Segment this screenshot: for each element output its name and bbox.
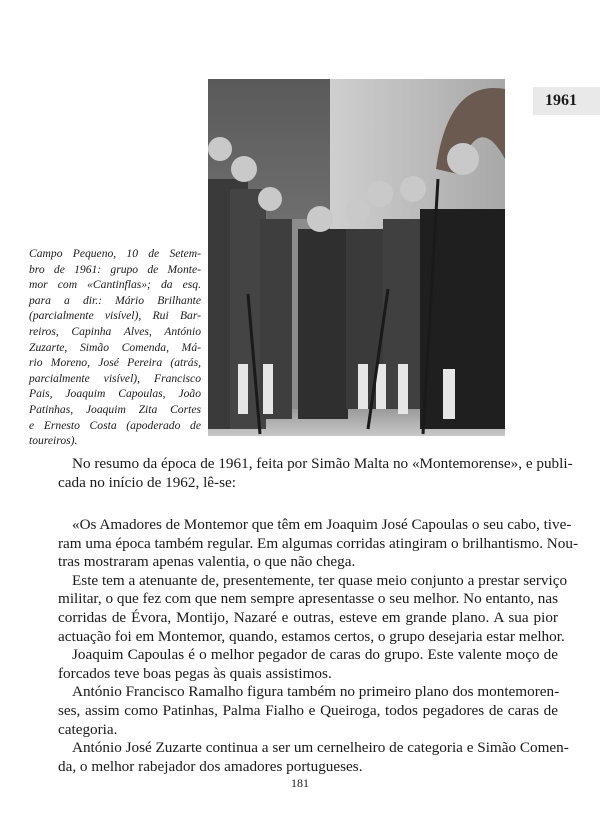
caption-line: (parcialmente visível), Rui Bar-	[29, 309, 201, 323]
caption-line: Patinhas, Joaquim Zita Cortes	[29, 402, 201, 416]
caption-line: Campo Pequeno, 10 de Setem-	[29, 247, 201, 260]
text-line: militar, o que fez com que nem sempre apresentasse o seu melhor. No entanto, nas	[58, 590, 558, 608]
text-line: «Os Amadores de Montemor que têm em Joaquim José Capoulas o seu cabo, tive-	[72, 516, 572, 533]
intro-paragraph	[58, 455, 573, 492]
caption-line: Zuzarte, Simão Comenda, Má-	[29, 340, 201, 354]
caption-line: Pais, Joaquim Capoulas, João	[29, 387, 201, 401]
caption-line: para a dir.: Mário Brilhante	[29, 293, 201, 307]
page-number: 181	[291, 776, 309, 790]
text-line: da, o melhor rabejador dos amadores portugueses.	[58, 757, 363, 775]
text-line: António Francisco Ramalho figura também no primeiro plano dos montemoren-	[72, 683, 560, 701]
caption-line: parcialmente visível), Francisco	[29, 371, 201, 385]
photo-caption	[29, 246, 201, 449]
text-line: categoria.	[58, 720, 118, 738]
text-line: António José Zuzarte continua a ser um cernelheiro de categoria e Simão Comen-	[72, 739, 569, 757]
text-line: Joaquim Capoulas é o melhor pegador de caras do grupo. Este valente moço de	[72, 646, 558, 664]
quoted-passage	[58, 516, 579, 776]
caption-line: mor com «Cantinflas»; da esq.	[29, 278, 201, 292]
caption-line: toureiros).	[29, 434, 78, 448]
caption-line: rio Moreno, José Pereira (atrás,	[29, 356, 201, 370]
text-line: cada no início de 1962, lê-se:	[58, 473, 236, 491]
text-line: corridas de Évora, Montijo, Nazaré e outras, esteve em grande plano. A sua pior	[58, 608, 558, 626]
photo-illustration	[208, 79, 505, 436]
text-line: forcados teve boas pegas às quais assistimos.	[58, 664, 332, 682]
text-line: ses, assim como Patinhas, Palma Fialho e Queiroga, todos pegadores de caras de	[58, 701, 558, 719]
group-photo	[208, 79, 505, 436]
text-line: Este tem a atenuante de, presentemente, ter quase meio conjunto a prestar serviço	[72, 571, 568, 589]
text-line: No resumo da época de 1961, feita por Simão Malta no «Montemorense», e publi-	[72, 455, 573, 472]
caption-line: e Ernesto Costa (apoderado de	[29, 418, 201, 432]
text-line: actuação foi em Montemor, quando, estamos certos, o grupo desejaria estar melhor.	[58, 627, 565, 645]
text-line: tras mostraram apenas valentia, o que não chega.	[58, 553, 356, 571]
caption-line: reiros, Capinha Alves, António	[29, 324, 201, 338]
caption-line: bro de 1961: grupo de Monte-	[29, 262, 201, 276]
year-tab: 1961	[533, 87, 600, 115]
text-line: ram uma época também regular. Em algumas corridas atingiram o brilhantismo. Nou-	[58, 534, 579, 552]
